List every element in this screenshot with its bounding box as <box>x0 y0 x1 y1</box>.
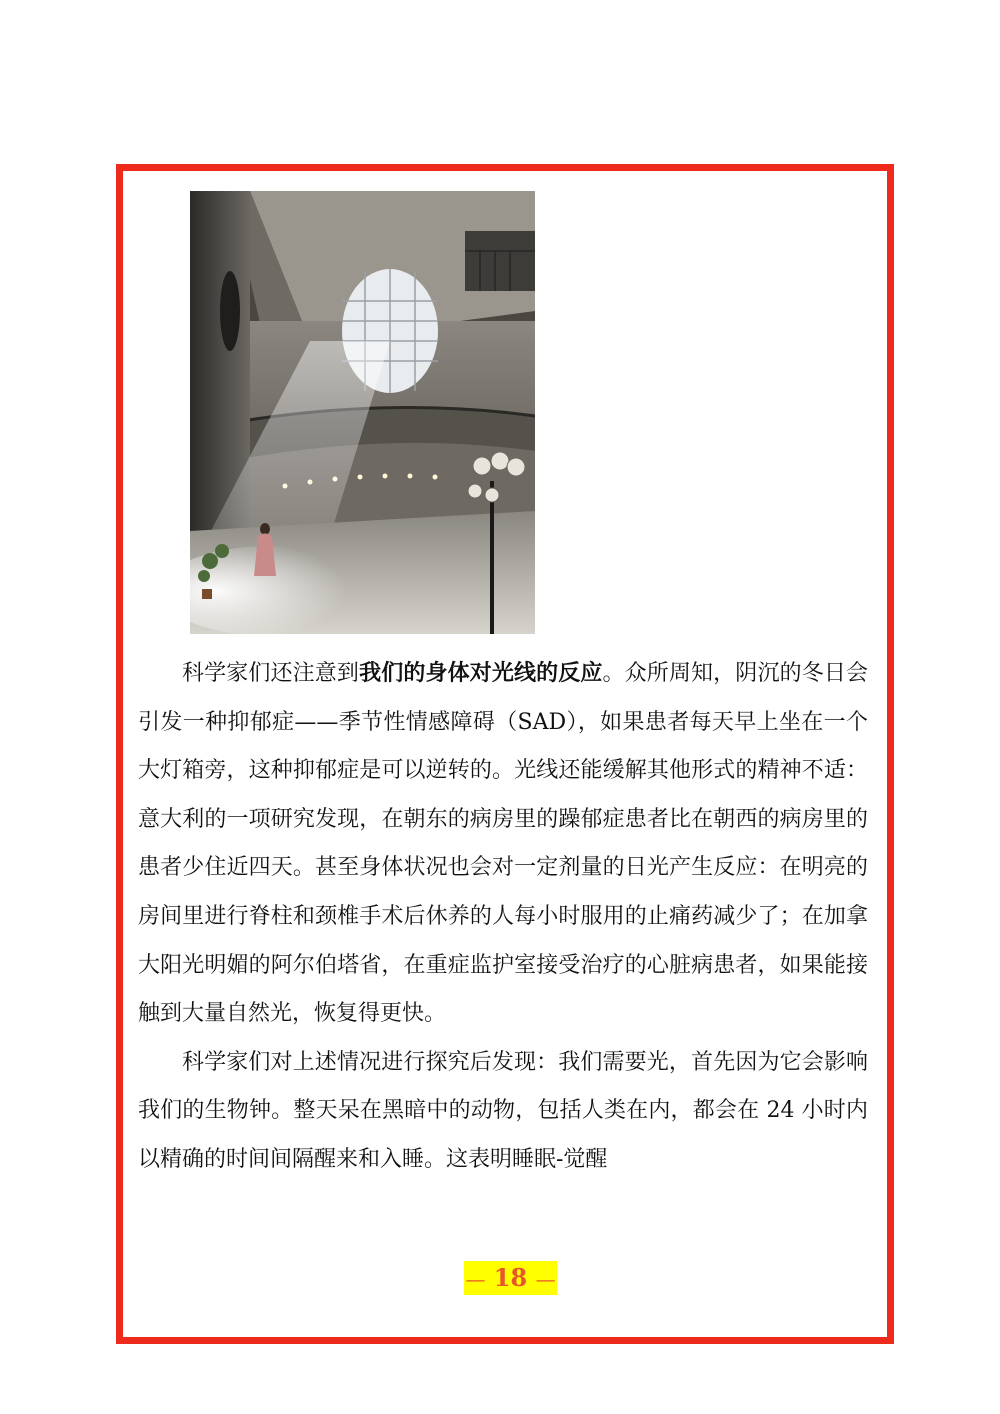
paragraph-1-lead: 科学家们还注意到 <box>182 661 360 686</box>
paragraph-1 <box>138 649 868 1039</box>
body-text <box>138 649 868 1185</box>
paragraph-1-rest: 。众所周知，阴沉的冬日会引发一种抑郁症——季节性情感障碍（SAD），如果患者每天早上坐在一个大灯箱旁，这种抑郁症是可以逆转的。光线还能缓解其他形式的精神不适：意大利的一项研究发现，在朝东的病房里的躁郁症患者比在朝西的病房里的患者少住近四天。甚至身体状况也会对一定剂量的日光产生反应：在明亮的房间里进行脊柱和颈椎手术后休养的人每小时服用的止痛药减少了；在加拿大阳光明媚的阿尔伯塔省，在重症监护室接受治疗的心脏病患者，如果能接触到大量自然光，恢复得更快。 <box>138 661 868 1027</box>
page-number: 18 <box>493 1263 528 1292</box>
page-frame <box>116 164 894 1344</box>
paragraph-1-bold: 我们的身体对光线的反应 <box>359 660 603 686</box>
dash-right: — <box>535 1267 556 1291</box>
architecture-photo <box>190 191 535 634</box>
dash-left: — <box>465 1267 486 1291</box>
page-number-badge <box>464 1261 557 1295</box>
paragraph-2: 科学家们对上述情况进行探究后发现：我们需要光，首先因为它会影响我们的生物钟。整天呆在黑暗中的动物，包括人类在内，都会在 24 小时内以精确的时间间隔醒来和入睡。这表明睡眠-觉醒 <box>138 1049 868 1172</box>
